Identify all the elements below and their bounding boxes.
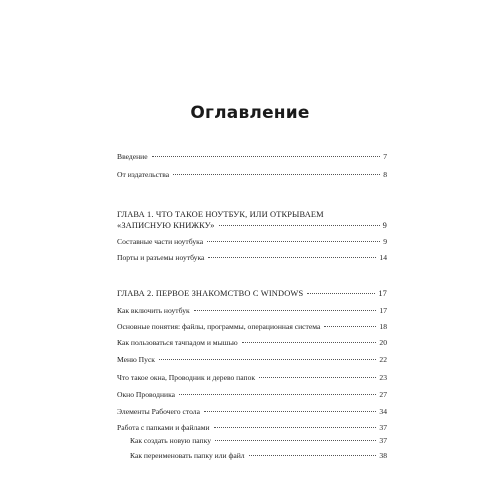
dot-leader xyxy=(194,310,377,311)
toc-entry-label: От издательства xyxy=(117,170,170,179)
toc-entry-page: 17 xyxy=(378,289,387,298)
toc-entry-label: Элементы Рабочего стола xyxy=(117,407,200,416)
chapter-1-title-line1: ГЛАВА 1. ЧТО ТАКОЕ НОУТБУК, ИЛИ ОТКРЫВАЕМ xyxy=(117,210,324,219)
toc-entry-publisher-note xyxy=(117,170,387,180)
dot-leader xyxy=(242,342,377,343)
toc-entry-chapter-1 xyxy=(117,221,387,231)
toc-entry-page: 37 xyxy=(379,423,387,432)
toc-entry-page: 9 xyxy=(383,237,387,246)
dot-leader xyxy=(208,257,376,258)
toc-entry-label: Введение xyxy=(117,152,148,161)
dot-leader xyxy=(173,174,380,175)
toc-entry-start-menu xyxy=(117,355,387,365)
toc-entry-page: 38 xyxy=(379,451,387,460)
dot-leader xyxy=(307,293,375,294)
dot-leader xyxy=(259,377,376,378)
toc-entry-label: Как переименовать папку или файл xyxy=(130,451,245,460)
dot-leader xyxy=(152,156,381,157)
toc-entry-create-folder xyxy=(130,436,387,446)
toc-entry-page: 14 xyxy=(379,253,387,262)
toc-entry-page: 20 xyxy=(379,338,387,347)
toc-entry-laptop-parts xyxy=(117,237,387,247)
toc-entry-page: 23 xyxy=(379,373,387,382)
toc-entry-introduction xyxy=(117,152,387,162)
toc-entry-folders-files xyxy=(117,423,387,433)
toc-entry-label: Как создать новую папку xyxy=(130,436,212,445)
dot-leader xyxy=(159,359,376,360)
toc-entry-page: 22 xyxy=(379,355,387,364)
dot-leader xyxy=(179,394,376,395)
toc-entry-chapter-2 xyxy=(117,289,387,299)
dot-leader xyxy=(219,225,380,226)
dot-leader xyxy=(249,455,377,456)
toc-entry-basic-concepts xyxy=(117,322,387,332)
dot-leader xyxy=(214,427,377,428)
toc-entry-laptop-ports xyxy=(117,253,387,263)
toc-entry-label: Как пользоваться тачпадом и мышью xyxy=(117,338,238,347)
toc-entry-label: ГЛАВА 2. ПЕРВОЕ ЗНАКОМСТВО С WINDOWS xyxy=(117,289,304,298)
toc-entry-explorer-window xyxy=(117,390,387,400)
toc-entry-page: 34 xyxy=(379,407,387,416)
toc-entry-power-on xyxy=(117,306,387,316)
toc-entry-label: «ЗАПИСНУЮ КНИЖКУ» xyxy=(117,221,215,230)
toc-entry-page: 17 xyxy=(379,306,387,315)
toc-entry-rename-folder xyxy=(130,451,387,461)
toc-entry-page: 37 xyxy=(379,436,387,445)
dot-leader xyxy=(324,326,376,327)
toc-entry-label: Работа с папками и файлами xyxy=(117,423,210,432)
dot-leader xyxy=(207,241,380,242)
toc-entry-touchpad-mouse xyxy=(117,338,387,348)
toc-entry-label: Что такое окна, Проводник и дерево папок xyxy=(117,373,256,382)
toc-entry-desktop-elements xyxy=(117,407,387,417)
toc-entry-label: Основные понятия: файлы, программы, операционная система xyxy=(117,322,321,331)
toc-entry-label: Составные части ноутбука xyxy=(117,237,204,246)
toc-entry-page: 7 xyxy=(383,152,387,161)
toc-entry-label: Окно Проводника xyxy=(117,390,176,399)
toc-entry-label: Меню Пуск xyxy=(117,355,155,364)
dot-leader xyxy=(204,411,376,412)
toc-entry-windows-explorer xyxy=(117,373,387,383)
dot-leader xyxy=(215,440,376,441)
toc-entry-page: 8 xyxy=(383,170,387,179)
toc-entry-label: Как включить ноутбук xyxy=(117,306,190,315)
toc-entry-page: 9 xyxy=(382,221,387,230)
toc-entry-page: 27 xyxy=(379,390,387,399)
toc-entry-label: Порты и разъемы ноутбука xyxy=(117,253,205,262)
page-title: Оглавление xyxy=(190,103,310,123)
toc-entry-page: 18 xyxy=(379,322,387,331)
